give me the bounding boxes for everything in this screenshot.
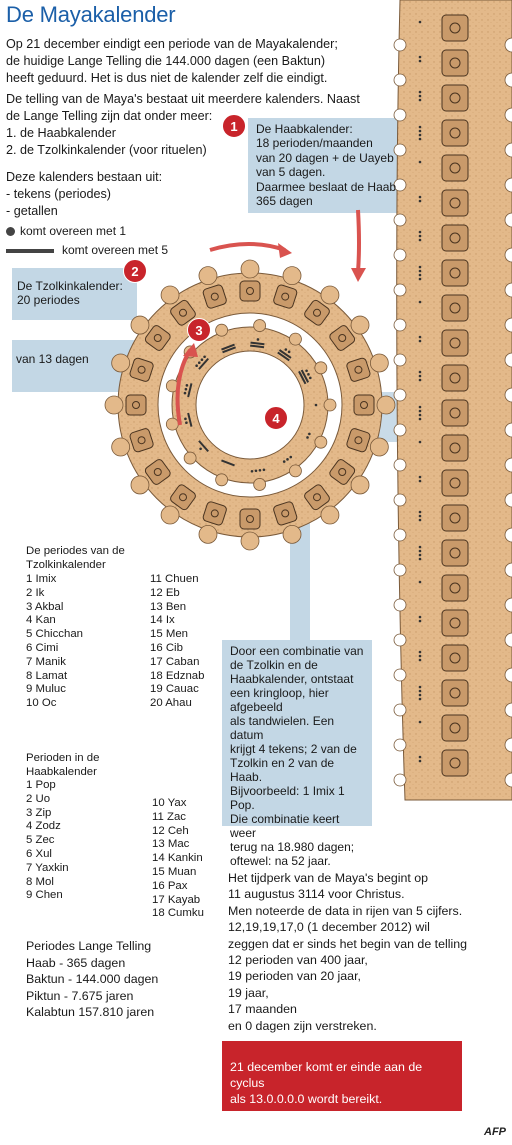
gear-tooth: [370, 438, 388, 456]
number-dot: [419, 441, 422, 444]
number-dot: [419, 406, 422, 409]
gear-tooth: [166, 418, 178, 430]
badge-3: 3: [187, 318, 211, 342]
number-dot: [305, 369, 308, 372]
legend-dot: komt overeen met 1: [6, 224, 126, 238]
number-dot: [184, 418, 187, 421]
number-dot: [185, 388, 188, 391]
number-dot: [255, 469, 258, 472]
glyph-icon: [442, 505, 468, 531]
tzolkin-list-heading: De periodes van de Tzolkinkalender: [26, 545, 125, 571]
number-dot: [186, 384, 189, 387]
gear-tooth: [112, 438, 130, 456]
glyph-icon: [442, 155, 468, 181]
gear-tooth: [289, 465, 301, 477]
page-title: De Mayakalender: [6, 2, 176, 27]
glyph-icon: [442, 750, 468, 776]
tzolkin-col-1: 1 Imix 2 Ik 3 Akbal 4 Kan 5 Chicchan 6 Cimi 7 Manik 8 Lamat 9 Muluc 10 Oc: [26, 573, 83, 710]
number-dot: [419, 659, 422, 662]
number-dot: [419, 95, 422, 98]
number-dot: [259, 469, 262, 472]
gear-tooth: [161, 286, 179, 304]
number-dot: [419, 239, 422, 242]
strip-notch: [394, 354, 406, 366]
number-dot: [419, 546, 422, 549]
number-dot: [419, 414, 422, 417]
gear-tooth: [370, 354, 388, 372]
gear-tooth: [131, 316, 149, 334]
glyph-icon: [442, 260, 468, 286]
glyph-icon: [442, 435, 468, 461]
number-dot: [419, 756, 422, 759]
number-dot: [201, 358, 204, 361]
gear-tooth: [283, 525, 301, 543]
number-dot: [315, 404, 318, 407]
glyph-icon: [442, 715, 468, 741]
number-dot: [419, 694, 422, 697]
number-dot: [419, 515, 422, 518]
number-dot: [419, 91, 422, 94]
number-dot: [419, 200, 422, 203]
haab-col-2: 10 Yax 11 Zac 12 Ceh 13 Mac 14 Kankin 15 Muan 16 Pax 17 Kayab 18 Cumku: [152, 797, 204, 920]
bar-symbol: [6, 249, 54, 253]
gear-tooth: [351, 476, 369, 494]
lange-telling-list: Periodes Lange Telling Haab - 365 dagen Baktun - 144.000 dagen Piktun - 7.675 jaren Kalabtun 157.810 jaren: [26, 939, 159, 1020]
glyph-icon: [442, 330, 468, 356]
number-dot: [199, 447, 202, 450]
dagen13-box-text: van 13 dagen: [16, 352, 89, 366]
strip-notch: [394, 284, 406, 296]
glyph-icon: [442, 400, 468, 426]
glyph-icon: [442, 575, 468, 601]
number-dot: [419, 550, 422, 553]
number-dot: [419, 231, 422, 234]
gear-tooth: [324, 399, 336, 411]
number-dot: [419, 379, 422, 382]
number-dot: [419, 519, 422, 522]
number-dot: [198, 361, 201, 364]
number-dot: [307, 373, 310, 376]
gear-tooth: [199, 525, 217, 543]
number-dot: [419, 134, 422, 137]
number-dot: [419, 655, 422, 658]
glyph-icon: [442, 85, 468, 111]
haab-col-1: 1 Pop 2 Uo 3 Zip 4 Zodz 5 Zec 6 Xul 7 Yaxkin 8 Mol 9 Chen: [26, 779, 69, 902]
gear-tooth: [105, 396, 123, 414]
era-text: Het tijdperk van de Maya's begint op 11 augustus 3114 voor Christus. Men noteerde de data in rijen van 5 cijfers. 12,19,19,17,0 (1 december 2012) wil zeggen dat er sinds het begin van de telling 12 perioden van 400 jaar, 19 perioden van 20 jaar, 19 jaar, 17 maanden en 0 dagen zijn verstreken.: [228, 871, 468, 1033]
number-dot: [288, 351, 291, 354]
gear-tooth: [131, 476, 149, 494]
gear-tooth: [161, 506, 179, 524]
haab-box-text: De Haabkalender: 18 perioden/maanden van 20 dagen + de Uayeb van 5 dagen. Daarmee beslaat de Haab 365 dagen: [256, 122, 397, 209]
glyph-icon: [354, 395, 374, 415]
gear-tooth: [315, 362, 327, 374]
number-dot: [419, 554, 422, 557]
gear-tooth: [377, 396, 395, 414]
number-dot: [419, 410, 422, 413]
haab-strip: [394, 0, 512, 800]
strip-notch: [394, 739, 406, 751]
number-dot: [419, 480, 422, 483]
number-dot: [289, 456, 292, 459]
glyph-icon: [442, 295, 468, 321]
number-dot: [419, 418, 422, 421]
number-dot: [419, 651, 422, 654]
gear-tooth: [315, 436, 327, 448]
number-dot: [419, 270, 422, 273]
badge-4: 4: [264, 406, 288, 430]
number-dot: [419, 130, 422, 133]
number-dot: [419, 581, 422, 584]
intro-paragraph-1: Op 21 december eindigt een periode van de Mayakalender; de huidige Lange Telling die 144.000 dagen (een Baktun) heeft geduurd. Het is dus niet de kalender zelf die eindigt.: [6, 37, 338, 85]
number-dot: [419, 278, 422, 281]
strip-notch: [394, 109, 406, 121]
number-dot: [419, 375, 422, 378]
number-dot: [251, 470, 254, 473]
gear-tooth: [199, 267, 217, 285]
number-dot: [419, 698, 422, 701]
number-dot: [419, 126, 422, 129]
strip-notch: [394, 424, 406, 436]
number-dot: [419, 60, 422, 63]
gear-tooth: [184, 452, 196, 464]
gear-tooth: [321, 506, 339, 524]
number-dot: [306, 436, 309, 439]
strip-notch: [394, 774, 406, 786]
strip-notch: [394, 319, 406, 331]
strip-notch: [394, 704, 406, 716]
strip-notch: [394, 74, 406, 86]
strip-notch: [394, 459, 406, 471]
number-dot: [185, 421, 188, 424]
glyph-icon: [442, 540, 468, 566]
glyph-icon: [442, 15, 468, 41]
intro-paragraph-3: Deze kalenders bestaan uit: - tekens (periodes) - getallen: [6, 170, 163, 218]
number-dot: [184, 392, 187, 395]
number-dot: [419, 196, 422, 199]
haab-list-heading: Perioden in de Haabkalender: [26, 752, 100, 778]
glyph-icon: [442, 610, 468, 636]
strip-notch: [394, 634, 406, 646]
glyph-icon: [442, 50, 468, 76]
number-dot: [203, 355, 206, 358]
glyph-icon: [442, 190, 468, 216]
number-dot: [419, 161, 422, 164]
gear-tooth: [254, 478, 266, 490]
number-dot: [419, 235, 422, 238]
badge-1: 1: [222, 114, 246, 138]
number-dot: [309, 377, 312, 380]
gear-tooth: [321, 286, 339, 304]
gear-tooth: [112, 354, 130, 372]
legend-bar: komt overeen met 5: [6, 243, 168, 257]
number-dot: [419, 476, 422, 479]
number-dot: [285, 348, 288, 351]
gear-tooth: [241, 532, 259, 550]
number-dot: [419, 266, 422, 269]
number-dot: [419, 336, 422, 339]
number-dot: [419, 686, 422, 689]
gear-tooth: [254, 320, 266, 332]
glyph-icon: [442, 470, 468, 496]
strip-notch: [394, 494, 406, 506]
glyph-icon: [240, 509, 260, 529]
intro-paragraph-2: De telling van de Maya's bestaat uit meerdere kalenders. Naast de Lange Telling zijn dat onder meer: 1. de Haabkalender 2. de Tzolkinkalender (voor rituelen): [6, 92, 360, 157]
haab-list: [26, 752, 226, 920]
number-dot: [419, 760, 422, 763]
number-dot: [419, 56, 422, 59]
number-dot: [419, 558, 422, 561]
glyph-icon: [240, 281, 260, 301]
strip-notch: [394, 389, 406, 401]
number-dot: [286, 458, 289, 461]
number-dot: [195, 364, 198, 367]
badge-2: 2: [123, 259, 147, 283]
gear-tooth: [216, 474, 228, 486]
glyph-icon: [442, 225, 468, 251]
gear-tooth: [216, 324, 228, 336]
number-dot: [419, 721, 422, 724]
number-dot: [419, 340, 422, 343]
number-dot: [419, 690, 422, 693]
tzolkin-box-text: De Tzolkinkalender: 20 periodes: [17, 279, 123, 308]
gear-tooth: [283, 267, 301, 285]
tzolkin-col-2: 11 Chuen 12 Eb 13 Ben 14 Ix 15 Men 16 Cib 17 Caban 18 Edznab 19 Cauac 20 Ahau: [150, 573, 205, 710]
number-dot: [419, 21, 422, 24]
gear-tooth: [289, 333, 301, 345]
number-dot: [263, 468, 266, 471]
strip-notch: [394, 669, 406, 681]
number-dot: [419, 274, 422, 277]
number-dot: [419, 371, 422, 374]
glyph-icon: [442, 365, 468, 391]
number-dot: [419, 99, 422, 102]
gear-tooth: [241, 260, 259, 278]
number-dot: [419, 511, 422, 514]
strip-notch: [394, 214, 406, 226]
afp-credit: AFP: [484, 1126, 506, 1138]
strip-notch: [394, 529, 406, 541]
number-dot: [419, 620, 422, 623]
strip-notch: [394, 564, 406, 576]
number-dot: [257, 338, 260, 341]
cycle-end-box: 21 december komt er einde aan de cyclus als 13.0.0.0.0 wordt bereikt.: [222, 1041, 462, 1111]
glyph-icon: [442, 120, 468, 146]
combination-box: Door een combinatie van de Tzolkin en de Haabkalender, ontstaat een kringloop, hier afgebeeld als tandwielen. Een datum krijgt 4 tekens; 2 van de Tzolkin en 2 van de Haab. Bijvoorbeeld: 1 Imix 1 Pop. Die combinatie keert weer terug na 18.980 dagen; oftewel: na 52 jaar.: [222, 640, 372, 826]
number-dot: [283, 460, 286, 463]
number-dot: [419, 616, 422, 619]
strip-notch: [394, 249, 406, 261]
glyph-icon: [442, 680, 468, 706]
number-dot: [308, 433, 311, 436]
number-dot: [419, 301, 422, 304]
gear-tooth: [351, 316, 369, 334]
strip-notch: [394, 599, 406, 611]
glyph-icon: [126, 395, 146, 415]
number-dot: [419, 138, 422, 141]
glyph-icon: [442, 645, 468, 671]
tzolkin-list: [26, 545, 226, 715]
dot-symbol: [6, 227, 15, 236]
strip-notch: [394, 39, 406, 51]
